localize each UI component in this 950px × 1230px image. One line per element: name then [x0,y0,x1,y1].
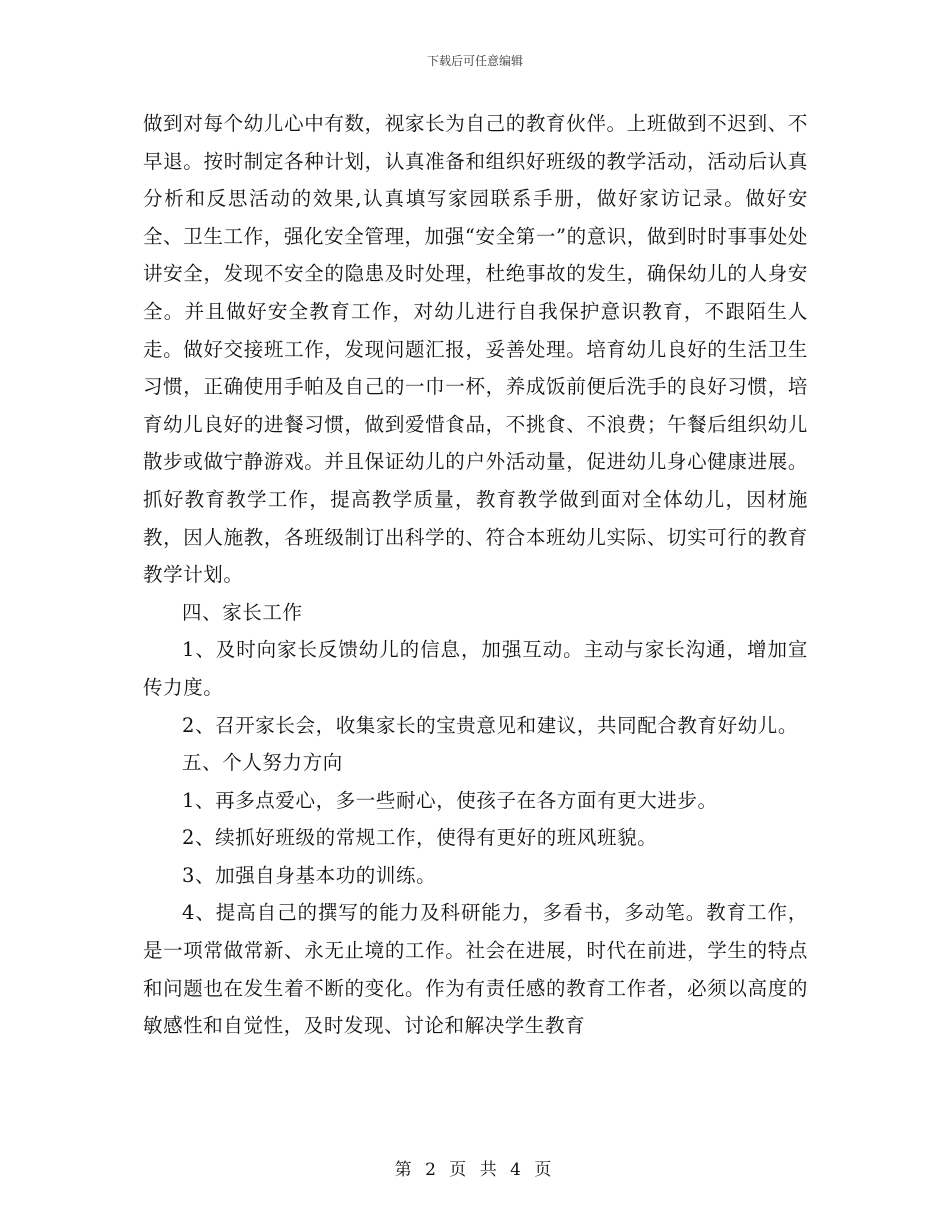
personal-item-4: 4、提高自己的撰写的能力及科研能力，多看书，多动笔。教育工作，是一项常做常新、永无止境的工作。社会在进展，时代在前进，学生的特点和问题也在发生着不断的变化。作为有责任感的教育工作者，必须以高度的敏感性和自觉性，及时发现、讨论和解决学生教育 [143,901,808,1038]
personal-item-2: 2、续抓好班级的常规工作，使得有更好的班风班貌。 [182,826,658,850]
parents-item-2: 2、召开家长会，收集家长的宝贵意见和建议，共同配合教育好幼儿。 [182,713,799,737]
personal-item-1: 1、再多点爱心，多一些耐心，使孩子在各方面有更大进步。 [182,788,718,812]
document-body [143,105,808,1045]
paragraph-continued: 做到对每个幼儿心中有数，视家长为自己的教育伙伴。上班做到不迟到、不早退。按时制定各种计划，认真准备和组织好班级的教学活动，活动后认真分析和反思活动的效果,认真填写家园联系手册，做好家访记录。做好安全、卫生工作，强化安全管理，加强“安全第一”的意识，做到时时事事处处讲安全，发现不安全的隐患及时处理，杜绝事故的发生，确保幼儿的人身安全。并且做好安全教育工作，对幼儿进行自我保护意识教育，不跟陌生人走。做好交接班工作，发现问题汇报，妥善处理。培育幼儿良好的生活卫生习惯，正确使用手帕及自己的一巾一杯，养成饭前便后洗手的良好习惯，培育幼儿良好的进餐习惯，做到爱惜食品，不挑食、不浪费；午餐后组织幼儿散步或做宁静游戏。并且保证幼儿的户外活动量，促进幼儿身心健康进展。抓好教育教学工作，提高教学质量，教育教学做到面对全体幼儿，因材施教，因人施教，各班级制订出科学的、符合本班幼儿实际、切实可行的教育教学计划。 [143,112,808,587]
section-heading-personal: 五、个人努力方向 [182,751,343,775]
section-heading-parents: 四、家长工作 [182,600,303,624]
parents-item-1: 1、及时向家长反馈幼儿的信息，加强互动。主动与家长沟通，增加宣传力度。 [143,638,808,699]
page-header: 下载后可任意编辑 [426,54,523,68]
page-footer: 第 2 页 共 4 页 [394,1160,556,1180]
personal-item-3: 3、加强自身基本功的训练。 [182,863,437,887]
